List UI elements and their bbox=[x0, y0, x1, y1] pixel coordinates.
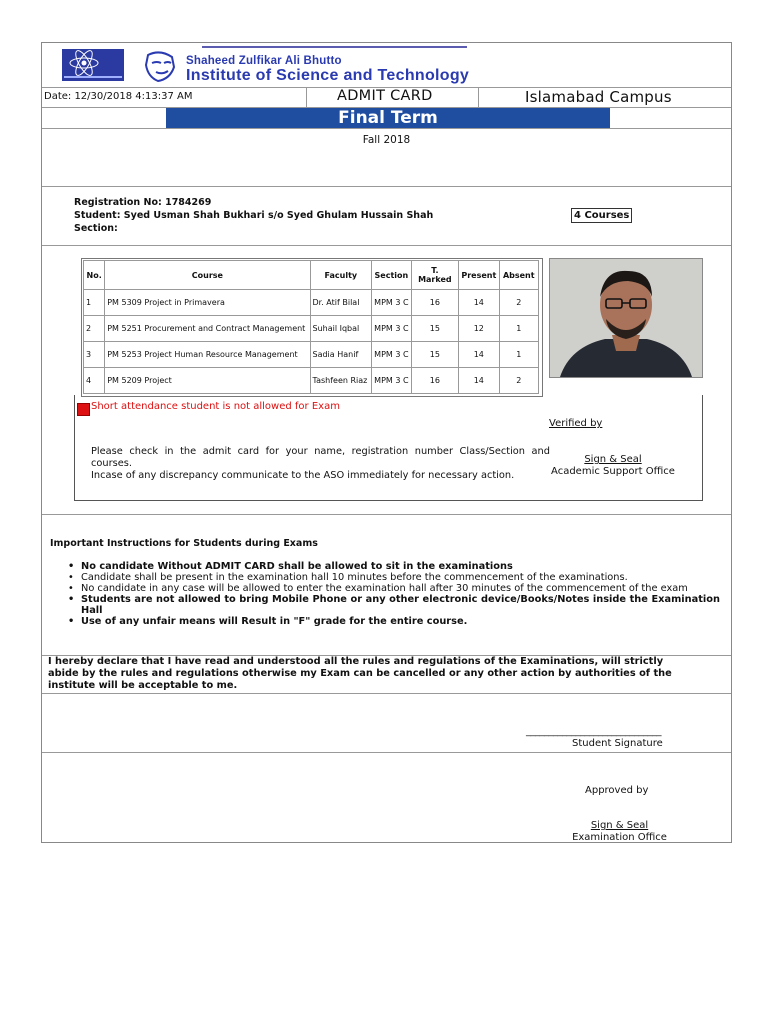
logo-top-bar bbox=[202, 46, 467, 48]
atom-emblem-icon bbox=[62, 49, 124, 81]
col-present: Present bbox=[459, 261, 499, 290]
table-row bbox=[84, 342, 539, 368]
print-date: Date: 12/30/2018 4:13:37 AM bbox=[44, 91, 193, 102]
list-item: • Students are not allowed to bring Mobile Phone or any other electronic device/Books/Notes inside the Examination Hall bbox=[68, 594, 720, 616]
courses-table bbox=[83, 260, 539, 394]
student-name: Student: Syed Usman Shah Bukhari s/o Syed Ghulam Hussain Shah bbox=[74, 210, 434, 221]
cell-present: 12 bbox=[459, 316, 499, 342]
student-info bbox=[74, 196, 433, 235]
courses-count-badge: 4 Courses bbox=[571, 208, 632, 223]
cell-absent: 2 bbox=[499, 368, 539, 394]
cell-course: PM 5309 Project in Primavera bbox=[105, 290, 310, 316]
table-header-row bbox=[84, 261, 539, 290]
cell-faculty: Tashfeen Riaz bbox=[310, 368, 372, 394]
student-signature-line: ______________________________ bbox=[526, 726, 661, 737]
cell-absent: 2 bbox=[499, 290, 539, 316]
instructions-note bbox=[91, 446, 550, 482]
table-row bbox=[84, 316, 539, 342]
table-row bbox=[84, 290, 539, 316]
cell-section: MPM 3 C bbox=[372, 368, 411, 394]
check-text: Please check in the admit card for your name, registration number Class/Section and courses. bbox=[91, 446, 550, 469]
logo-line-2: Institute of Science and Technology bbox=[186, 67, 470, 84]
cell-course: PM 5253 Project Human Resource Management bbox=[105, 342, 310, 368]
list-item: • Candidate shall be present in the examination hall 10 minutes before the commencement of the examinations. bbox=[68, 572, 720, 583]
cell-t-marked: 15 bbox=[411, 342, 459, 368]
list-item: • Use of any unfair means will Result in "F" grade for the entire course. bbox=[68, 616, 720, 627]
declaration-text: I hereby declare that I have read and understood all the rules and regulations of the Examinations, will strictly abide by the rules and regulations otherwise my Exam can be cancelled or any other action by authorities of the institute will be acceptable to me. bbox=[48, 656, 672, 691]
student-photo bbox=[549, 258, 703, 378]
exam-sign-seal: Sign & Seal bbox=[590, 820, 649, 831]
col-no: No. bbox=[84, 261, 105, 290]
admit-card bbox=[41, 42, 732, 843]
verified-by-label: Verified by bbox=[549, 418, 603, 429]
alert-square-icon bbox=[77, 403, 90, 416]
page-title: ADMIT CARD bbox=[337, 88, 433, 104]
short-attendance-warning: Short attendance student is not allowed for Exam bbox=[91, 401, 340, 412]
col-absent: Absent bbox=[499, 261, 539, 290]
campus-name: Islamabad Campus bbox=[525, 88, 672, 106]
col-section: Section bbox=[372, 261, 411, 290]
cell-section: MPM 3 C bbox=[372, 290, 411, 316]
instructions-list bbox=[68, 561, 720, 627]
aso-sign-seal: Sign & Seal bbox=[584, 454, 642, 465]
cell-faculty: Sadia Hanif bbox=[310, 342, 372, 368]
cell-present: 14 bbox=[459, 342, 499, 368]
cell-faculty: Dr. Atif Bilal bbox=[310, 290, 372, 316]
instructions-title: Important Instructions for Students during Exams bbox=[50, 538, 318, 549]
cell-faculty: Suhail Iqbal bbox=[310, 316, 372, 342]
aso-office-label: Academic Support Office bbox=[551, 466, 675, 477]
header-row bbox=[42, 88, 731, 107]
student-signature-label: Student Signature bbox=[572, 738, 663, 749]
aso-signature-block bbox=[548, 454, 678, 478]
col-course: Course bbox=[105, 261, 310, 290]
cell-present: 14 bbox=[459, 290, 499, 316]
exam-office-label: Examination Office bbox=[572, 832, 667, 843]
cell-no: 4 bbox=[84, 368, 105, 394]
cell-no: 3 bbox=[84, 342, 105, 368]
cell-absent: 1 bbox=[499, 316, 539, 342]
approved-by-label: Approved by bbox=[585, 785, 649, 796]
col-faculty: Faculty bbox=[310, 261, 372, 290]
list-item: • No candidate Without ADMIT CARD shall be allowed to sit in the examinations bbox=[68, 561, 720, 572]
table-row bbox=[84, 368, 539, 394]
logo-line-1: Shaheed Zulfikar Ali Bhutto bbox=[186, 55, 342, 67]
cell-course: PM 5251 Procurement and Contract Management bbox=[105, 316, 310, 342]
discrepancy-text: Incase of any discrepancy communicate to the ASO immediately for necessary action. bbox=[91, 470, 515, 481]
cell-present: 14 bbox=[459, 368, 499, 394]
cell-absent: 1 bbox=[499, 342, 539, 368]
exam-signature-block bbox=[557, 820, 682, 844]
list-item: • No candidate in any case will be allowed to enter the examination hall after 30 minutes of the commencement of the exam bbox=[68, 583, 720, 594]
col-t-marked: T. Marked bbox=[411, 261, 459, 290]
cell-t-marked: 16 bbox=[411, 290, 459, 316]
registration-number: Registration No: 1784269 bbox=[74, 197, 212, 208]
term-banner: Final Term bbox=[166, 108, 610, 128]
cell-t-marked: 16 bbox=[411, 368, 459, 394]
cell-no: 1 bbox=[84, 290, 105, 316]
institute-logo bbox=[62, 45, 522, 87]
student-section: Section: bbox=[74, 223, 118, 234]
cell-no: 2 bbox=[84, 316, 105, 342]
cell-section: MPM 3 C bbox=[372, 316, 411, 342]
founder-portrait-icon bbox=[142, 51, 180, 83]
cell-t-marked: 15 bbox=[411, 316, 459, 342]
cell-section: MPM 3 C bbox=[372, 342, 411, 368]
cell-course: PM 5209 Project bbox=[105, 368, 310, 394]
semester-label: Fall 2018 bbox=[362, 134, 411, 146]
